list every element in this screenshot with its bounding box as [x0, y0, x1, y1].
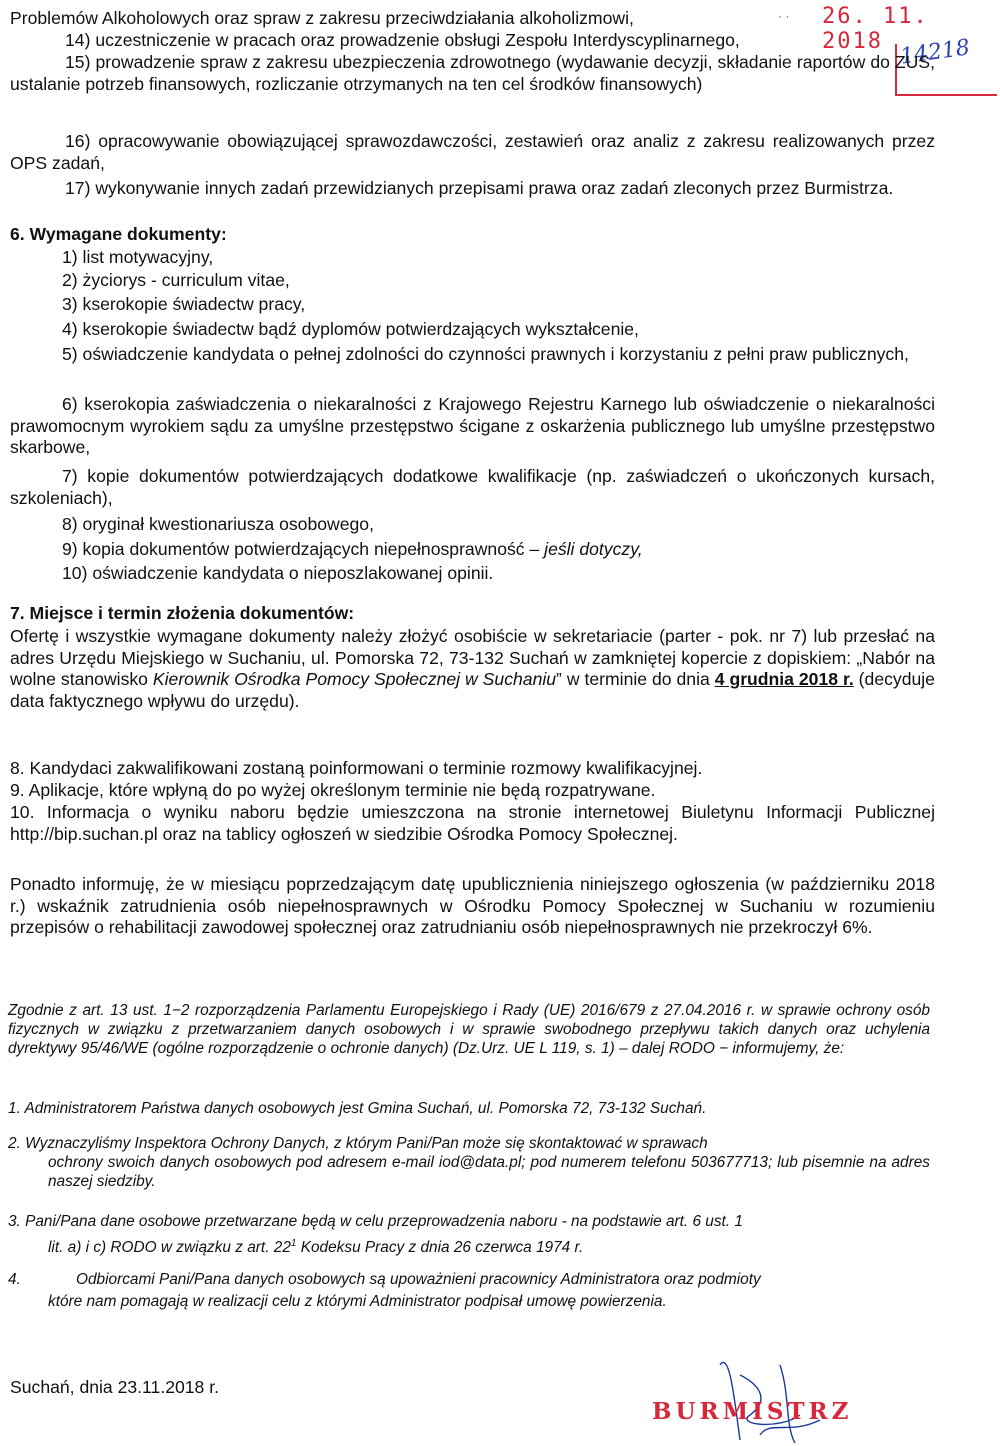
document-item-9-text: 9) kopia dokumentów potwierdzających niepełnosprawność – — [62, 539, 545, 559]
rodo-intro: Zgodnie z art. 13 ust. 1−2 rozporządzenia Parlamentu Europejskiego i Rady (UE) 2016/679 z 27.04.2016 r. w sprawie ochrony osób fizycznych w związku z przetwarzaniem danych osobowych i w sprawie swobodnego przepływu takich danych oraz uchylenia dyrektywy 95/46/WE (ogólne rozporządzenie o ochronie danych) (Dz.Urz. UE L 119, s. 1) – dalej RODO − informujemy, że: — [8, 1002, 930, 1057]
submission-deadline: 4 grudnia 2018 r. — [714, 669, 854, 689]
position-name: Kierownik Ośrodka Pomocy Społecznej w Suchaniu — [152, 669, 557, 689]
stamp-dots: · · — [778, 9, 790, 23]
document-item-7: 7) kopie dokumentów potwierdzających dodatkowe kwalifikacje (np. zaświadczeń o ukończonych kursach, szkoleniach), — [10, 466, 935, 508]
duty-line-13-continuation: Problemów Alkoholowych oraz spraw z zakresu przeciwdziałania alkoholizmowi, — [10, 8, 634, 28]
rodo-point-3-rest — [48, 1234, 930, 1257]
rodo-point-3-head: 3. Pani/Pana dane osobowe przetwarzane będą w celu przeprowadzenia naboru - na podstawie art. 6 ust. 1 — [8, 1213, 743, 1230]
section-7-title: 7. Miejsce i termin złożenia dokumentów: — [10, 603, 355, 623]
point-8: 8. Kandydaci zakwalifikowani zostaną poinformowani o terminie rozmowy kwalifikacyjnej. — [10, 758, 703, 778]
duty-item-16: 16) opracowywanie obowiązującej sprawozdawczości, zestawień oraz analiz z zakresu realizowanych przez OPS zadań, — [10, 131, 935, 173]
document-item-1: 1) list motywacyjny, — [62, 247, 214, 267]
handwritten-signature — [690, 1345, 850, 1446]
document-item-5: 5) oświadczenie kandydata o pełnej zdolności do czynności prawnych i korzystaniu z pełni praw publicznych, — [62, 344, 909, 364]
duty-item-14: 14) uczestniczenie w pracach oraz prowadzenie obsługi Zespołu Interdyscyplinarnego, — [65, 30, 740, 50]
rodo-point-4-rest: które nam pomagają w realizacji celu z którymi Administrator podpisał umowę powierzenia. — [48, 1293, 667, 1310]
submission-deadline-note: (decyduje data faktycznego wpływu do urzędu). — [10, 669, 935, 711]
rodo-point-4-number: 4. — [8, 1271, 21, 1288]
document-item-9 — [62, 539, 643, 561]
section-6-title: 6. Wymagane dokumenty: — [10, 224, 227, 244]
received-date-stamp: 26. 11. 2018 — [822, 4, 929, 54]
point-10: 10. Informacja o wyniku naboru będzie umieszczona na stronie internetowej Biuletynu Informacji Publicznej http://bip.suchan.pl oraz na tablicy ogłoszeń w siedzibie Ośrodka Pomocy Społecznej. — [10, 802, 935, 844]
rodo-point-3-text-end: Kodeksu Pracy z dnia 26 czerwca 1974 r. — [296, 1239, 584, 1257]
mayor-stamp: BURMISTRZ — [652, 1398, 853, 1425]
document-item-2: 2) życiorys - curriculum vitae, — [62, 270, 290, 290]
place-and-date: Suchań, dnia 23.11.2018 r. — [10, 1377, 220, 1397]
rodo-point-4-head: Odbiorcami Pani/Pana danych osobowych są upoważnieni pracownicy Administratora oraz podmioty — [76, 1271, 761, 1288]
submission-text: Ofertę i wszystkie wymagane dokumenty należy złożyć osobiście w sekretariacie (parter - pok. nr 7) lub przesłać na adres Urzędu Miejskiego w Suchaniu, ul. Pomorska 72, 73-132 Suchań w zamkniętej kopercie z dopiskiem: „Nabór na wolne stanowisko — [10, 626, 935, 689]
document-item-4: 4) kserokopie świadectw bądź dyplomów potwierdzających wykształcenie, — [62, 319, 639, 339]
document-item-3: 3) kserokopie świadectw pracy, — [62, 294, 306, 314]
rodo-point-3-superscript: 1 — [290, 1238, 297, 1249]
registry-number-handwritten: 14218 — [898, 35, 972, 70]
point-9: 9. Aplikacje, które wpłyną do po wyżej określonym terminie nie będą rozpatrywane. — [10, 780, 656, 800]
submission-paragraph — [10, 626, 935, 712]
rodo-point-1: 1. Administratorem Państwa danych osobowych jest Gmina Suchań, ul. Pomorska 72, 73-132 Suchań. — [8, 1100, 707, 1117]
document-item-9-note: jeśli dotyczy, — [544, 539, 643, 559]
document-item-8: 8) oryginał kwestionariusza osobowego, — [62, 514, 374, 534]
duty-item-15: 15) prowadzenie spraw z zakresu ubezpieczenia zdrowotnego (wydawanie decyzji, składanie raportów do ZUS, ustalanie potrzeb finansowych, rozliczanie otrzymanych na ten cel środków finansowych) — [10, 52, 935, 94]
duty-item-17: 17) wykonywanie innych zadań przewidzianych przepisami prawa oraz zadań zleconych przez Burmistrza. — [65, 178, 894, 198]
employment-rate-paragraph: Ponadto informuję, że w miesiącu poprzedzającym datę upublicznienia niniejszego ogłoszenia (w październiku 2018 r.) wskaźnik zatrudnienia osób niepełnosprawnych w Ośrodku Pomocy Społecznej w Suchaniu w rozumieniu przepisów o rehabilitacji zawodowej społecznej oraz zatrudnianiu osób niepełnosprawnych nie przekroczył 6%. — [10, 874, 935, 937]
submission-deadline-prefix: ” w terminie do dnia — [556, 669, 715, 689]
rodo-point-2-head: 2. Wyznaczyliśmy Inspektora Ochrony Danych, z którym Pani/Pan może się skontaktować w sprawach — [8, 1135, 708, 1152]
document-item-10: 10) oświadczenie kandydata o nieposzlakowanej opinii. — [62, 563, 494, 583]
rodo-point-2-rest: ochrony swoich danych osobowych pod adresem e-mail iod@data.pl; pod numerem telefonu 503677713; lub pisemnie na adres naszej siedziby. — [48, 1154, 930, 1190]
rodo-point-3-text: lit. a) i c) RODO w związku z art. 22 — [48, 1239, 291, 1257]
document-item-6: 6) kserokopia zaświadczenia o niekaralności z Krajowego Rejestru Karnego lub oświadczenie o niekaralności prawomocnym wyrokiem sądu za umyślne przestępstwo ścigane z oskarżenia publicznego lub umyślne przestępstwo skarbowe, — [10, 394, 935, 457]
